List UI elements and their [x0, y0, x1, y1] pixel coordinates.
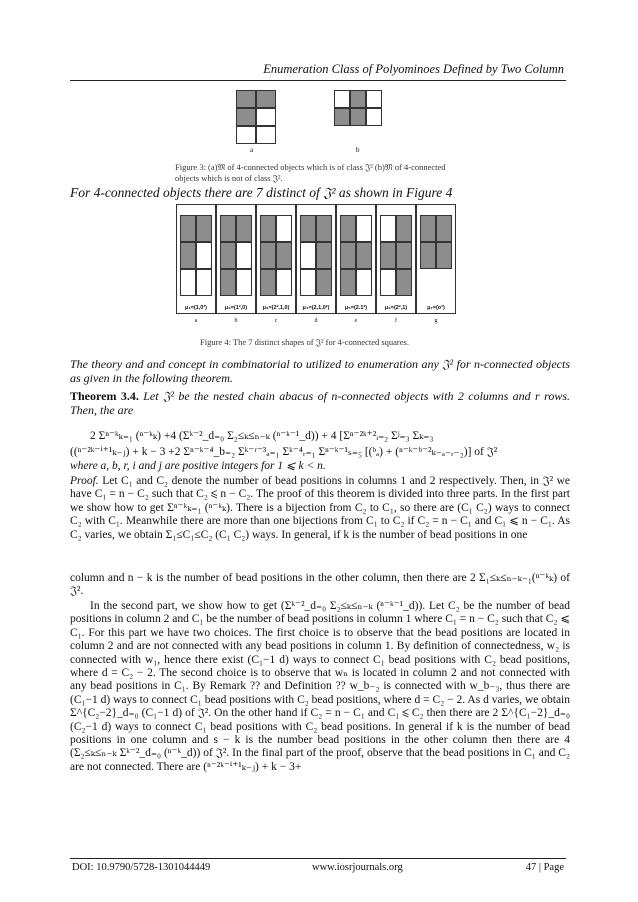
proof-label: Proof.: [70, 475, 99, 487]
figure-4: [176, 204, 456, 332]
figure-3a-label: a: [250, 146, 254, 154]
shape-g: [416, 204, 456, 314]
theorem-3-4: [70, 389, 570, 417]
theorem-label: Theorem 3.4.: [70, 389, 139, 403]
figure-3b-label: b: [356, 146, 360, 154]
shape-b-letter: b: [234, 318, 238, 324]
shape-b-partition: μ₂=(1²,0): [224, 305, 248, 311]
figure-3b-polyomino: [334, 90, 382, 126]
shape-g-letter: g: [434, 318, 438, 324]
shape-f-letter: f: [395, 318, 397, 324]
shape-e: [336, 204, 376, 314]
shape-c: [256, 204, 296, 314]
footer-rule: [70, 858, 566, 859]
running-title: Enumeration Class of Polyominoes Defined by Two Column: [263, 62, 564, 76]
footer-url[interactable]: www.iosrjournals.org: [312, 862, 403, 873]
figure-3: [236, 90, 396, 158]
proof-text: Let C₁ and C₂ denote the number of bead positions in columns 1 and 2 respectively. Then, in 𝔍² we have C₁ = n − C₂ such that C₂ ⩽ n − C₂. The proof of this theorem is divided into three parts. In the first part we show how to get Σⁿ⁻ᵏₖ₌₁ (ⁿ⁻ᵏₖ). There is a bijection from C₂ to C₁, so there are (C₁ C₂) ways to connect C₂ with C₁. Meanwhile there are more than one bijections from C₁ to C₂ if C₂ = n − C₁ and C₁ ⩽ n − C₁. As C₂ varies, we obtain Σ₁≤C₁≤C₂ (C₁ C₂) ways. In general, if k is the number of bead positions in one: [70, 475, 571, 541]
figure-3a-polyomino: [236, 90, 276, 144]
theorem-formula-line-3: where a, b, r, i and j are positive integers for 1 ⩽ k < n.: [70, 460, 326, 472]
header-rule: [70, 80, 566, 81]
theorem-formula-line-2: ((ⁿ⁻²ᵏ⁻ⁱ⁺¹ₖ₋ⱼ) + k − 3 +2 Σⁿ⁻ᵏ⁻⁴_b₌₂ Σᵏ⁻ʳ⁻³ₐ₌₁ Σᵏ⁻⁴ᵣ₌₁ Σⁿ⁻ᵏ⁻¹ₛ₌₅ [(ᵇₐ) + (ⁿ⁻ᵏ⁻ᵇ⁻²ₖ₋ₐ₋ᵣ₋₂)] of 𝔍²: [70, 446, 498, 458]
proof-second-part: In the second part, we show how to get (Σᵏ⁻²_d₌₀ Σ₂≤ₖ≤ₙ₋ₖ (ⁿ⁻ᵏ⁻¹_d)). Let C₂ be the number of bead positions in column 2 and C₁ be the number of bead positions in column 1 where C₁ = n − C₂ such that C₂ ⩽ C₁. For this part we have two choices. The first choice is to observe that the bead positions are located in column 2 and are not connected with any bead positions in column 1. By definition of connectedness, w₂ is connected with w₁, hence there exist (C₁−1 d) ways to connect C₁ bead positions with C₂ bead positions, where d = C₂ − 2. The second choice is to observe that wₙ is located in column 2 and not connected with any bead positions in C₁. By Remark ?? and Definition ?? w_b₋₂ is connected with w_b₋₃, thus there are (C₁−1 d) ways to connect C₁ bead positions with C₂ bead positions, where d = C₂ − 2. As d varies, we obtain Σ^{C₂−2}_d₌₀ (C₁−1 d) of 𝔍². On the other hand if C₂ = n − C₁ and C₁ ⩽ C₂ then there are 2 Σ^{C₁−2}_d₌₀ (C₂−1 d) ways to connect C₁ bead positions with C₂ bead positions. In general if k is the number of bead positions in one column and s − k is the number bead positions in the other column then there are 4 (Σ₂≤ₖ≤ₙ₋ₖ Σᵏ⁻²_d₌₀ (ⁿ⁻ᵏ_d)) of 𝔍². In the final part of the proof, observe that the bead positions in C₁ and C₂ are not connected. There are (ⁿ⁻²ᵏ⁻ⁱ⁺¹ₖ₋ⱼ) + k − 3+: [70, 600, 570, 773]
shape-g-partition: μ₇=(o³): [427, 305, 445, 311]
figure-4-caption: Figure 4: The 7 distinct shapes of 𝔍² for 4-connected squares.: [200, 337, 409, 347]
proof-paragraph: [70, 475, 570, 542]
shape-f-partition: μ₆=(2²,1): [384, 305, 408, 311]
shape-e-partition: μ₅=(2.1²): [344, 305, 368, 311]
shape-d: [296, 204, 336, 314]
shape-a-letter: a: [194, 318, 198, 324]
shape-c-letter: c: [274, 318, 278, 324]
shape-c-partition: μ₃=(2²,1,0): [262, 305, 290, 311]
shape-b: [216, 204, 256, 314]
shape-d-partition: μ₄=(2,1,0²): [302, 305, 330, 311]
shape-a: [176, 204, 216, 314]
figure-3-caption: Figure 3: (a)𝔐 of 4-connected objects which is of class 𝔍² (b)𝔐 of 4-connected objects which is not of class 𝔍².: [175, 162, 446, 183]
shape-a-partition: μ₁=(1,0³): [185, 305, 207, 311]
shape-e-letter: e: [354, 318, 358, 324]
proof-continuation: column and n − k is the number of bead positions in the other column, then there are 2 Σ₁≤ₖ≤ₙ₋ₖ₋₁(ⁿ⁻ᵏₖ) of 𝔍².: [70, 572, 570, 598]
shape-d-letter: d: [314, 318, 318, 324]
theorem-intro: The theory and and concept in combinatorial to utilized to enumeration any 𝔍² for n-connected objects as given in the following theorem.: [70, 357, 570, 385]
theorem-statement: Let 𝔍² be the nested chain abacus of n-connected objects with 2 columns and r rows. Then, the are: [70, 389, 571, 417]
figure-4-intro-sentence: For 4-connected objects there are 7 distinct of 𝔍² as shown in Figure 4: [70, 185, 453, 200]
footer-page-number: 47 | Page: [525, 862, 564, 873]
shape-f: [376, 204, 416, 314]
theorem-formula-line-1: 2 Σⁿ⁻ᵏₖ₌₁ (ⁿ⁻ᵏₖ) +4 (Σᵏ⁻²_d₌₀ Σ₂≤ₖ≤ₙ₋ₖ (ⁿ⁻ᵏ⁻¹_d)) + 4 [Σⁿ⁻²ᵏ⁺²ᵢ₌₂ Σʲ₌₃ Σₖ₌₃: [90, 430, 434, 442]
footer-doi: DOI: 10.9790/5728-1301044449: [72, 862, 211, 873]
